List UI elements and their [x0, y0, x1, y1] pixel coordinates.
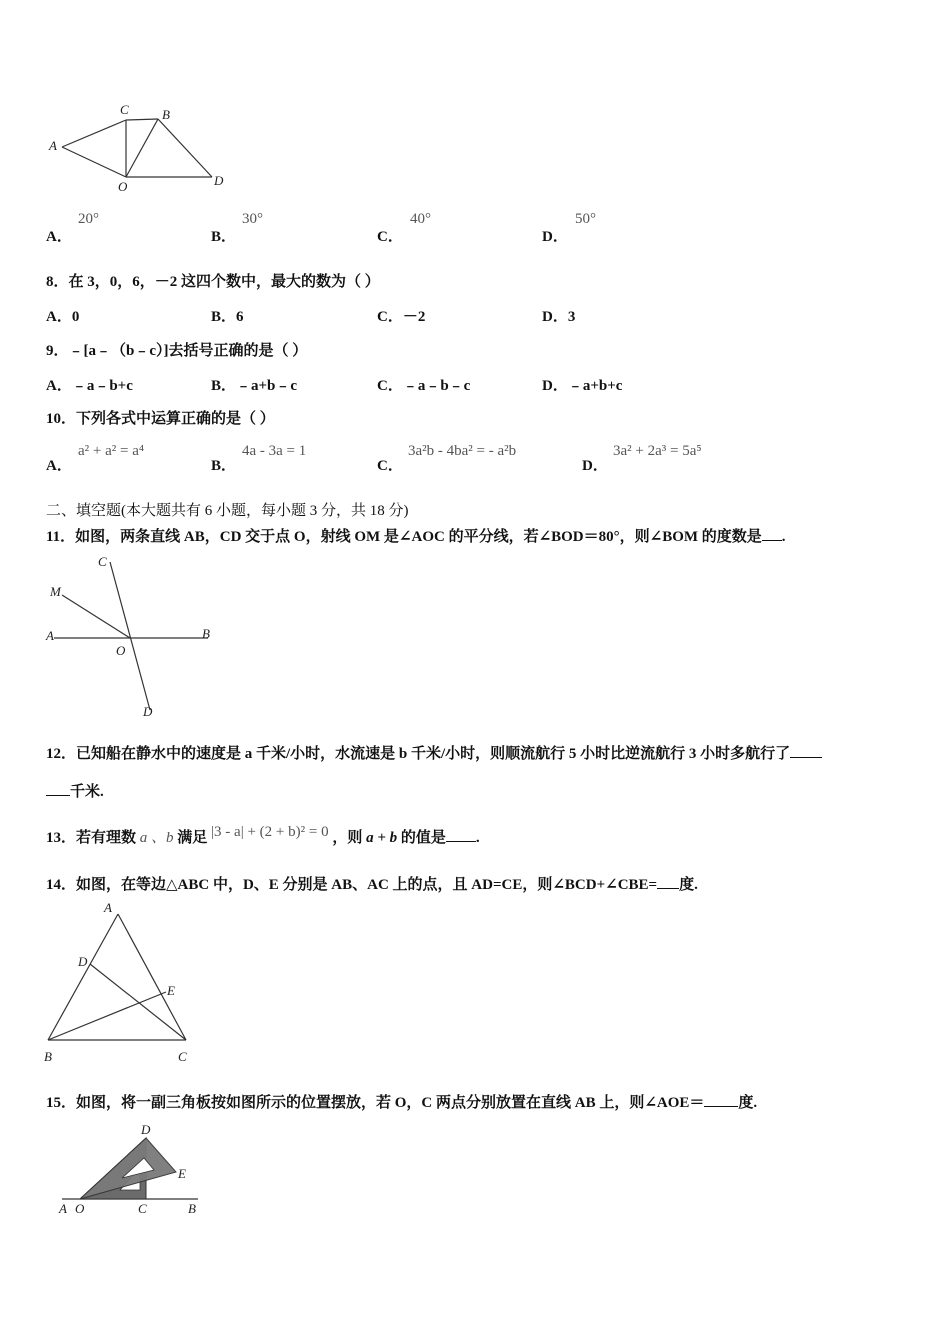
q9-option-d[interactable]: D．﹣a+b+c — [542, 378, 623, 394]
q15-end: 度. — [738, 1095, 758, 1111]
q11-label-o: O — [116, 643, 126, 658]
q12-continuation — [46, 780, 104, 801]
q15-label-e: E — [178, 1166, 186, 1181]
q7-label-a: A — [49, 138, 57, 153]
q11-end: . — [781, 529, 786, 545]
q7-option-b-letter: B． — [211, 229, 237, 245]
q7-option-d-letter: D． — [542, 229, 568, 245]
q10-option-b[interactable]: B． — [211, 458, 237, 474]
q13-sum: a + b — [366, 830, 398, 846]
q14-label-a: A — [104, 900, 112, 915]
q7-option-a-value: 20° — [78, 211, 99, 227]
q7-option-c-letter: C． — [377, 229, 403, 245]
q14-answer-blank[interactable] — [657, 876, 679, 889]
q7-option-b[interactable] — [211, 225, 236, 246]
q12-question — [46, 742, 822, 763]
q7-label-b: B — [162, 107, 170, 122]
q15-label-o: O — [75, 1201, 85, 1216]
q9-option-c[interactable]: C．﹣a﹣b﹣c — [377, 378, 471, 394]
q11-label-a: A — [46, 628, 54, 643]
q14-label-c: C — [178, 1049, 187, 1064]
q14-text: 14．如图，在等边△ABC 中，D、E 分别是 AB、AC 上的点，且 AD=CE，则∠BCD+∠CBE= — [46, 877, 658, 893]
q12-answer-blank[interactable] — [790, 745, 822, 758]
q13-prefix: 13．若有理数 — [46, 830, 137, 846]
q10-option-c[interactable]: C． — [377, 458, 403, 474]
q13-suffix: 的值是 — [400, 830, 446, 846]
q14-question — [46, 873, 698, 894]
q12-text: 12．已知船在静水中的速度是 a 千米/小时，水流速是 b 千米/小时，则顺流航行 5 小时比逆流航行 3 小时多航行了 — [46, 746, 791, 762]
q15-label-a: A — [59, 1201, 67, 1216]
q7-option-d-value: 50° — [575, 211, 596, 227]
q9-option-b[interactable]: B．﹣a+b﹣c — [211, 378, 298, 394]
q10-question: 10．下列各式中运算正确的是（ ） — [46, 411, 275, 427]
q14-end: 度. — [679, 877, 698, 893]
q14-label-e: E — [167, 983, 175, 998]
q8-option-c[interactable]: C．－2 — [377, 309, 426, 325]
q15-label-b: B — [188, 1201, 196, 1216]
q8-option-d[interactable]: D．3 — [542, 309, 576, 325]
q14-figure — [40, 898, 200, 1068]
q15-figure — [50, 1120, 210, 1220]
q13-end: . — [475, 830, 480, 846]
q7-label-c: C — [120, 102, 129, 117]
q8-option-a[interactable]: A．0 — [46, 309, 80, 325]
q7-option-c[interactable] — [377, 225, 403, 246]
q11-figure — [40, 550, 230, 722]
q13-equation: |3 - a| + (2 + b)² = 0 — [211, 824, 329, 840]
q15-answer-blank[interactable] — [704, 1094, 738, 1107]
q11-question — [46, 525, 786, 546]
q7-option-a[interactable] — [46, 225, 72, 246]
q10-option-a-expr: a² + a² = a⁴ — [78, 443, 145, 459]
section-2-title: 二、填空题(本大题共有 6 小题，每小题 3 分，共 18 分) — [46, 503, 409, 519]
q7-figure — [40, 95, 240, 200]
q12-answer-blank-cont[interactable] — [46, 783, 70, 796]
q7-label-o: O — [118, 179, 128, 194]
q11-label-c: C — [98, 554, 107, 569]
q13-mid: 满足 — [177, 830, 208, 846]
q11-label-b: B — [202, 626, 210, 641]
q7-option-c-value: 40° — [410, 211, 431, 227]
q15-label-d: D — [141, 1122, 151, 1137]
q9-option-a[interactable]: A．﹣a﹣b+c — [46, 378, 133, 394]
q10-option-d-expr: 3a² + 2a³ = 5a⁵ — [613, 443, 702, 459]
q15-label-c: C — [138, 1201, 147, 1216]
q13-vars: a 、b — [139, 830, 174, 846]
q11-text: 11．如图，两条直线 AB，CD 交于点 O，射线 OM 是∠AOC 的平分线，若∠BOD＝80°，则∠BOM 的度数是 — [46, 529, 762, 545]
q14-label-d: D — [78, 954, 88, 969]
q15-text: 15．如图，将一副三角板按如图所示的位置摆放，若 O，C 两点分别放置在直线 AB 上，则∠AOE＝ — [46, 1095, 705, 1111]
q7-option-a-letter: A． — [46, 229, 72, 245]
q15-question — [46, 1091, 757, 1112]
q10-option-d[interactable]: D． — [582, 458, 608, 474]
q11-label-d: D — [143, 704, 153, 719]
q14-label-b: B — [44, 1049, 52, 1064]
q9-question: 9．﹣[a﹣（b﹣c）]去括号正确的是（ ） — [46, 343, 308, 359]
q10-option-b-expr: 4a - 3a = 1 — [242, 443, 307, 459]
q10-option-c-expr: 3a²b - 4ba² = - a²b — [408, 443, 517, 459]
q13-answer-blank[interactable] — [446, 829, 476, 842]
q10-option-a[interactable]: A． — [46, 458, 72, 474]
q8-question: 8．在 3，0，6，－2 这四个数中，最大的数为（ ） — [46, 274, 380, 290]
q12-cont: 千米. — [70, 784, 104, 800]
q13-question — [46, 826, 480, 847]
q11-answer-blank[interactable] — [762, 528, 782, 541]
q7-label-d: D — [214, 173, 224, 188]
q8-option-b[interactable]: B．6 — [211, 309, 244, 325]
q13-after: ，则 — [332, 830, 363, 846]
q11-label-m: M — [50, 584, 61, 599]
q7-option-b-value: 30° — [242, 211, 263, 227]
q7-option-d[interactable] — [542, 225, 568, 246]
